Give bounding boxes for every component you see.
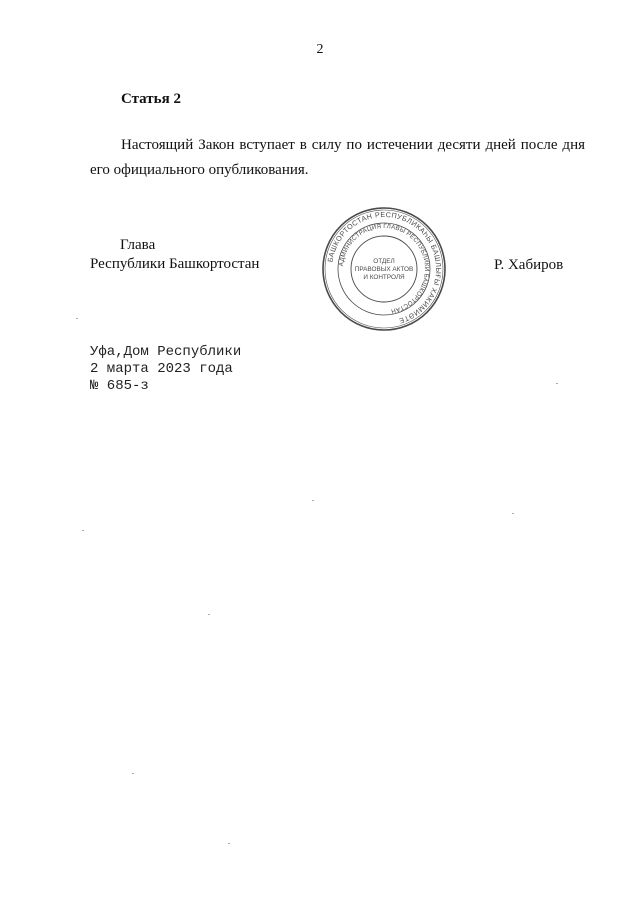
signatory-title-line1: Глава — [120, 237, 156, 253]
stamp-center-line1: ОТДЕЛ — [373, 258, 395, 265]
law-number-line: № 685-з — [90, 378, 149, 394]
scan-speck — [76, 318, 78, 319]
scan-speck — [82, 530, 84, 531]
scan-speck — [556, 383, 558, 384]
place-line: Уфа,Дом Республики — [90, 344, 242, 360]
scan-speck — [312, 500, 314, 501]
stamp-inner-ring-text: АДМИНИСТРАЦИЯ ГЛАВЫ РЕСПУБЛИКИ БАШКОРТОСТАН — [338, 222, 431, 315]
scan-speck — [208, 614, 210, 615]
scan-speck — [132, 773, 134, 774]
scan-speck — [512, 513, 514, 514]
article-text: Настоящий Закон вступает в силу по истечении десяти дней после дня его официального опубликования. — [90, 137, 585, 178]
official-stamp — [320, 205, 448, 333]
article-title: Статья 2 — [121, 91, 181, 107]
place-and-date-block — [90, 344, 241, 395]
date-line: 2 марта 2023 года — [90, 361, 233, 377]
page-number: 2 — [316, 42, 324, 57]
stamp-center-line2: ПРАВОВЫХ АКТОВ — [354, 266, 414, 273]
stamp-center-line3: И КОНТРОЛЯ — [363, 274, 405, 281]
scan-speck — [228, 843, 230, 844]
signatory-title-line2: Республики Башкортостан — [90, 256, 260, 272]
stamp-outer-ring-text: БАШКОРТОСТАН РЕСПУБЛИКАҺЫ БАШЛЫҒЫ ХАКИМИӘТЕ — [325, 209, 444, 326]
signatory-name: Р. Хабиров — [494, 257, 564, 273]
